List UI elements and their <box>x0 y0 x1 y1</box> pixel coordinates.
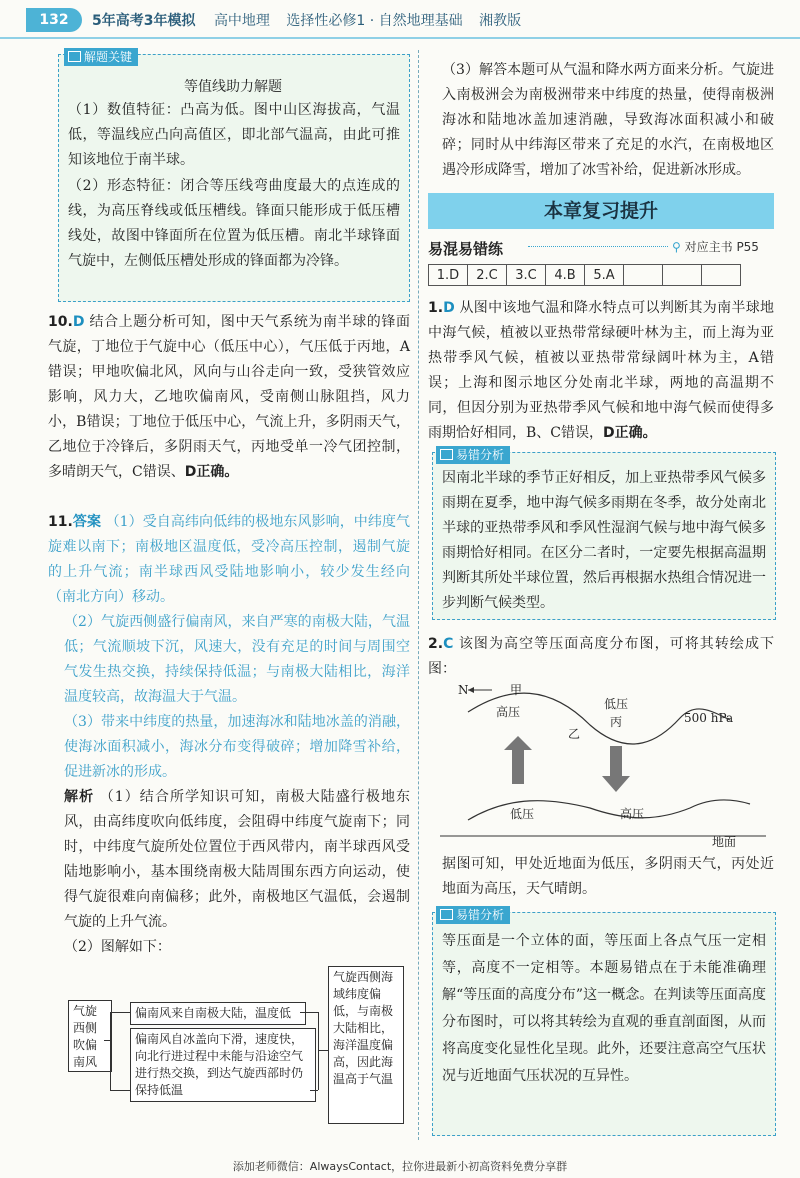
key-points-p1: （1）数值特征：凸高为低。图中山区海拔高，气温低，等温线应凸向高值区，即北部气温高，由此可推知该地位于南半球。 <box>68 102 400 168</box>
q2-number: 2. <box>428 636 444 652</box>
key-points-title: 等值线助力解题 <box>184 79 282 95</box>
book-icon <box>440 449 453 460</box>
q11-answer-2: （2）气旋西侧盛行偏南风，来自严寒的南极大陆，气温低；气流顺坡下沉，风速大，没有充足的时间与周围空气发生热交换，持续保持低温；与南极大陆相比，海洋温度较高，故海温大于气温。 <box>64 614 410 705</box>
label-hpa: 500 hPa <box>684 711 734 725</box>
up-arrow <box>504 736 532 784</box>
answer-table <box>428 264 741 286</box>
q11-number: 11. <box>48 514 73 530</box>
answer-cell <box>702 265 741 286</box>
section-dots <box>528 246 668 247</box>
q2-answer: C <box>443 636 454 652</box>
answer-cell <box>624 265 663 286</box>
q1-block <box>428 296 774 446</box>
q2-block <box>428 632 774 682</box>
error-analysis-tag-1: 易错分析 <box>436 446 510 464</box>
flow-bottom-box: 偏南风自冰盖向下滑，速度快，向北行进过程中未能与沿途空气进行热交换，到达气旋西部时仍保持低温 <box>130 1028 316 1102</box>
analysis-text: （1）结合所学知识可知，南极大陆盛行极地东风，由高纬度吹向低纬度，会阻碍中纬度气旋南下；同时，中纬度气旋所处位置位于西风带内，南半球西风受陆地影响小，基本围绕南极大陆周围东西方向运动，使得气旋很难向南偏移；此外，南极地区气温低，会遏制气旋的上升气流。 <box>64 789 411 930</box>
answer-cell: 3.C <box>507 265 546 286</box>
flow-bracket-right <box>318 1012 319 1090</box>
label-high-bottom: 高压 <box>620 807 645 821</box>
key-points-p2: （2）形态特征：闭合等压线弯曲度最大的点连成的线，为高压脊线或低压槽线。锋面只能形成于低压槽线处，故图中锋面所在位置为低压槽。南北半球锋面气旋中，左侧低压槽处形成的锋面都为冷锋。 <box>68 178 400 269</box>
label-low-top: 低压 <box>604 697 629 711</box>
magnifier-icon: ⚲ <box>672 240 681 254</box>
subject: 高中地理 <box>213 13 270 29</box>
book-name: 选择性必修1 · 自然地理基础 <box>286 13 463 29</box>
label-ground: 地面 <box>712 835 737 848</box>
q10-end: D正确。 <box>184 464 239 480</box>
q10-answer: D <box>72 314 85 330</box>
q11-a1-block <box>48 510 410 610</box>
north-arrow-head <box>468 687 474 693</box>
header-title <box>92 10 533 30</box>
reference-link: ⚲ 对应主书 P55 <box>672 240 759 254</box>
down-arrow <box>602 746 630 792</box>
chapter-review-banner: 本章复习提升 <box>428 193 774 229</box>
flow-bracket-left <box>110 1012 111 1090</box>
footer-note: 添加老师微信：AlwaysContact，拉你进最新小初高资料免费分享群 <box>232 1160 568 1173</box>
q11-answer-label: 答案 <box>72 514 102 530</box>
q1-number: 1. <box>428 300 444 316</box>
answer-cell: 5.A <box>585 265 624 286</box>
q1-text: 从图中该地气温和降水特点可以判断其为南半球地中海气候，植被以亚热带常绿硬叶林为主，而上海为亚热带季风气候，植被以亚热带常绿阔叶林为主，A错误；上海和图示地区分处南北半球，两地的高温期不同，但因分别为亚热带季风气候和地中海气候而使得多雨期恰好相同，B、C错误， <box>428 300 774 441</box>
flow-connector-right <box>318 1050 328 1051</box>
label-low-bottom: 低压 <box>510 807 535 821</box>
north-label: N <box>458 683 469 697</box>
answer-cell: 1.D <box>429 265 468 286</box>
diagram-intro: （2）图解如下： <box>64 939 171 955</box>
book-icon <box>68 51 81 62</box>
label-high-top: 高压 <box>496 705 521 719</box>
q2-conclusion: 据图可知，甲处近地面为低压，多阴雨天气，丙处近地面为高压，天气晴朗。 <box>442 856 774 897</box>
flow-bracket-right-top <box>300 1012 318 1013</box>
edition: 湘教版 <box>479 13 522 29</box>
key-points-tag: 解题关键 <box>64 48 138 66</box>
q2-text: 该图为高空等压面高度分布图，可将其转绘成下图： <box>428 636 775 677</box>
q1-answer: D <box>443 300 455 316</box>
page-number: 132 <box>26 8 82 32</box>
q1-end: D正确。 <box>603 425 657 441</box>
answer-cell <box>663 265 702 286</box>
label-jia: 甲 <box>510 683 523 697</box>
flow-top-box: 偏南风来自南极大陆，温度低 <box>130 1002 306 1025</box>
flow-left-box: 气旋西侧吹偏南风 <box>68 1000 112 1072</box>
flow-bracket-right-bottom <box>310 1090 318 1091</box>
practice-section-title: 易混易错练 <box>428 240 504 258</box>
header-rule <box>0 37 800 39</box>
isobaric-surface-diagram <box>440 680 774 848</box>
q11-answer-3: （3）带来中纬度的热量，加速海冰和陆地冰盖的消融，使海冰面积减小，海冰分布变得破碎；增加降雪补给，促进新冰的形成。 <box>64 714 410 780</box>
error-analysis-tag-2: 易错分析 <box>436 906 510 924</box>
error-analysis-text-2: 等压面是一个立体的面，等压面上各点气压一定相等，高度不一定相等。本题易错点在于未能准确理解“等压面的高度分布”这一概念。在判读等压面高度分布图时，可以将其转绘为直观的垂直剖面图，从而将高度变化显性化呈现。此外，还要注意高空气压状况与近地面气压状况的互异性。 <box>442 933 766 1084</box>
q10-text: 结合上题分析可知，图中天气系统为南半球的锋面气旋，丁地位于气旋中心（低压中心），气压低于丙地，A错误；甲地吹偏北风，风向与山谷走向一致，受狭管效应影响，风力大，乙地吹偏南风，受南侧山脉阻挡，风力小，B错误；丁地位于低压中心，气流上升，多阴雨天气，乙地位于冷锋后，多阴雨天气，丙地受单一冷气团控制，多晴朗天气，C错误、 <box>48 314 410 480</box>
label-yi: 乙 <box>568 727 581 741</box>
series-name: 5年高考3年模拟 <box>92 13 196 29</box>
column-divider <box>418 50 419 1140</box>
flow-connector-left <box>104 1040 110 1041</box>
flow-bracket-top <box>110 1012 130 1013</box>
q10-block <box>48 310 410 485</box>
flow-right-box: 气旋西侧海域纬度偏低，与南极大陆相比，海洋温度偏高，因此海温高于气温 <box>328 966 404 1124</box>
q11-answer-1: （1）受自高纬向低纬的极地东风影响，中纬度气旋难以南下；南极地区温度低，受冷高压控制，遏制气旋的上升气流；南半球西风受陆地影响小，较少发生经向（南北方向）移动。 <box>48 514 411 605</box>
q10-number: 10. <box>48 314 73 330</box>
answer-cell: 4.B <box>546 265 585 286</box>
error-analysis-text-1: 因南北半球的季节正好相反，加上亚热带季风气候多雨期在夏季，地中海气候多雨期在冬季，故分处南北半球的亚热带季风和季风性湿润气候与地中海气候多雨期恰好相同。在区分二者时，一定要先根据高温期判断其所处半球位置，然后再根据水热组合情况进一步判断气候类型。 <box>442 470 766 611</box>
answer-cell: 2.C <box>468 265 507 286</box>
analysis-label: 解析 <box>64 789 95 805</box>
label-bing: 丙 <box>610 715 623 729</box>
flow-bracket-bottom <box>110 1090 130 1091</box>
q11-analysis <box>64 785 410 935</box>
q11-part3-analysis: （3）解答本题可从气温和降水两方面来分析。气旋进入南极洲会为南极洲带来中纬度的热量，使得南极洲海冰和陆地冰盖加速消融，导致海冰面积减小和破碎；同时从中纬海区带来了充足的水汽，在南极地区遇冷形成降雪，增加了冰雪补给，促进新冰形成。 <box>442 62 774 178</box>
book-icon <box>440 909 453 920</box>
